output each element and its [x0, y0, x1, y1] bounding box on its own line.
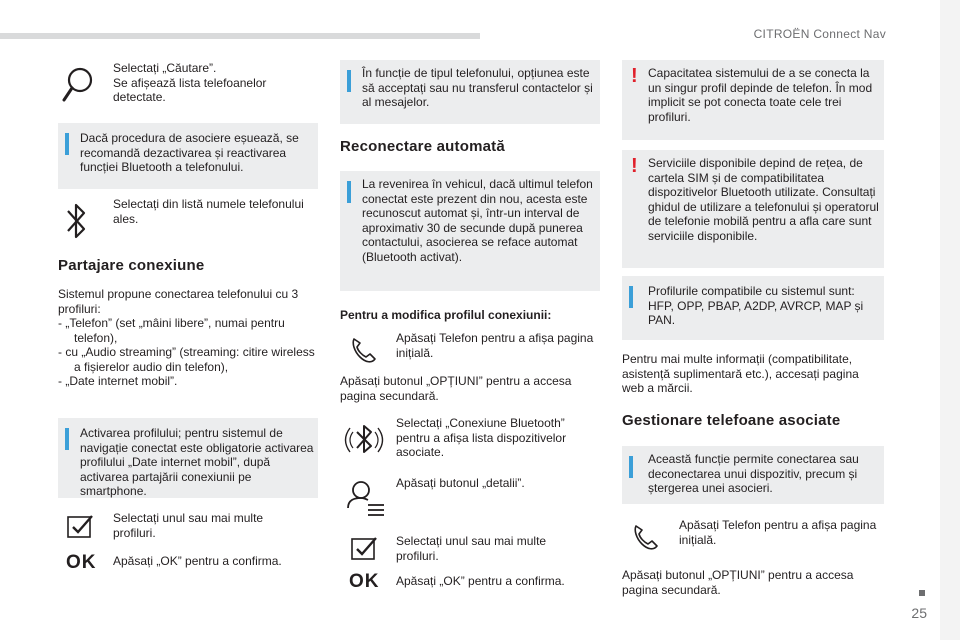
- info-icon: [347, 181, 351, 203]
- info-note: [58, 418, 318, 498]
- profile-item: - „Telefon” (set „mâini libere”, numai pentru telefon),: [58, 316, 285, 345]
- section-heading-share: Partajare conexiune: [58, 257, 205, 274]
- ok-icon: OK: [66, 552, 97, 573]
- info-note-text: Activarea profilului; pentru sistemul de navigație conectat este obligatorie activarea profilului „Date internet mobil”, după activarea partajării conexiunii pe smartphone.: [80, 426, 314, 498]
- phone-icon: [348, 335, 384, 371]
- profile-item: - cu „Audio streaming” (streaming: citire wireless a fișierelor audio din telefon),: [58, 345, 315, 374]
- info-note-text: Dacă procedura de asociere eșuează, se recomandă dezactivarea și reactivarea funcției Bluetooth a telefonului.: [80, 131, 299, 174]
- confirm-ok-step: Apăsați „OK” pentru a confirma.: [396, 574, 565, 588]
- info-note-text: La revenirea în vehicul, dacă ultimul telefon conectat este prezent din nou, acesta este recunoscut automat și, într-un interval de aproximativ 30 de secunde după punerea contactului, asocierea se reface automat (Bluetooth activat).: [362, 177, 593, 264]
- search-icon: [60, 66, 96, 102]
- profile-item: - „Date internet mobil”.: [58, 374, 178, 388]
- warning-icon: !: [631, 65, 638, 87]
- details-icon: [344, 478, 386, 520]
- section-heading-manage: Gestionare telefoane asociate: [622, 412, 841, 429]
- profile-list: [58, 316, 318, 389]
- info-note-text: Profilurile compatibile cu sistemul sunt: HFP, OPP, PBAP, A2DP, AVRCP, MAP și PAN.: [648, 284, 864, 327]
- info-note: [340, 171, 600, 291]
- header-title: CITROËN Connect Nav: [753, 27, 886, 41]
- search-step-line1: Selectați „Căutare”.: [113, 61, 217, 75]
- select-profiles-step: Selectați unul sau mai multe profiluri.: [113, 511, 264, 540]
- bluetooth-signal-icon: [342, 418, 386, 462]
- phone-step: Apăsați Telefon pentru a afișa pagina inițială.: [679, 518, 877, 547]
- options-text: Apăsați butonul „OPȚIUNI” pentru a accesa pagina secundară.: [622, 568, 854, 597]
- select-profiles-step: Selectați unul sau mai multe profiluri.: [396, 534, 547, 563]
- warning-note: [622, 60, 884, 140]
- page-marker: [919, 590, 925, 596]
- info-note: [622, 276, 884, 340]
- ok-icon: OK: [349, 571, 380, 592]
- more-info-text: Pentru mai multe informații (compatibilitate, asistență suplimentară etc.), accesați pagina web a mărcii.: [622, 352, 859, 395]
- page-number: 25: [911, 605, 927, 621]
- phone-icon: [630, 522, 666, 558]
- share-intro: Sistemul propune conectarea telefonului cu 3 profiluri:: [58, 287, 299, 316]
- info-note-text: Această funcție permite conectarea sau deconectarea unui dispozitiv, precum și ștergerea unei asocieri.: [648, 452, 859, 495]
- warning-icon: !: [631, 155, 638, 177]
- info-icon: [629, 456, 633, 478]
- checklist-icon: [348, 535, 384, 571]
- warning-note: [622, 150, 884, 268]
- options-text: Apăsați butonul „OPȚIUNI” pentru a accesa pagina secundară.: [340, 374, 572, 403]
- warning-note-text: Serviciile disponibile depind de rețea, de cartela SIM și de compatibilitatea dispozitivelor Bluetooth utilizate. Consultați ghidul de utilizare a telefonului și operatorul de telefonie mobilă pentru a afla care sunt serviciile disponibile.: [648, 156, 879, 243]
- info-icon: [347, 70, 351, 92]
- confirm-ok-step: Apăsați „OK” pentru a confirma.: [113, 554, 282, 568]
- checklist-icon: [64, 513, 100, 549]
- side-tab: [940, 0, 960, 640]
- info-icon: [65, 133, 69, 155]
- info-icon: [65, 428, 69, 450]
- modify-profile-subheading: Pentru a modifica profilul conexiunii:: [340, 308, 552, 322]
- info-note: [340, 60, 600, 124]
- section-heading-reconnect: Reconectare automată: [340, 138, 505, 155]
- header-rule: [0, 33, 480, 39]
- bluetooth-icon: [62, 201, 98, 237]
- search-step-line2: Se afișează lista telefoanelor detectate.: [113, 75, 267, 104]
- search-step: [113, 61, 313, 105]
- details-step: Apăsați butonul „detalii”.: [396, 476, 525, 490]
- select-phone-step: Selectați din listă numele telefonului ales.: [113, 197, 304, 226]
- info-note-text: În funcție de tipul telefonului, opțiunea este să acceptați sau nu transferul contactelor și al mesajelor.: [362, 66, 593, 109]
- info-note: [58, 123, 318, 189]
- info-note: [622, 446, 884, 504]
- info-icon: [629, 286, 633, 308]
- bluetooth-connection-step: Selectați „Conexiune Bluetooth” pentru a afișa lista dispozitivelor asociate.: [396, 416, 567, 459]
- warning-note-text: Capacitatea sistemului de a se conecta la un singur profil depinde de telefon. În mod implicit se pot conecta toate cele trei profiluri.: [648, 66, 873, 124]
- phone-step: Apăsați Telefon pentru a afișa pagina inițială.: [396, 331, 594, 360]
